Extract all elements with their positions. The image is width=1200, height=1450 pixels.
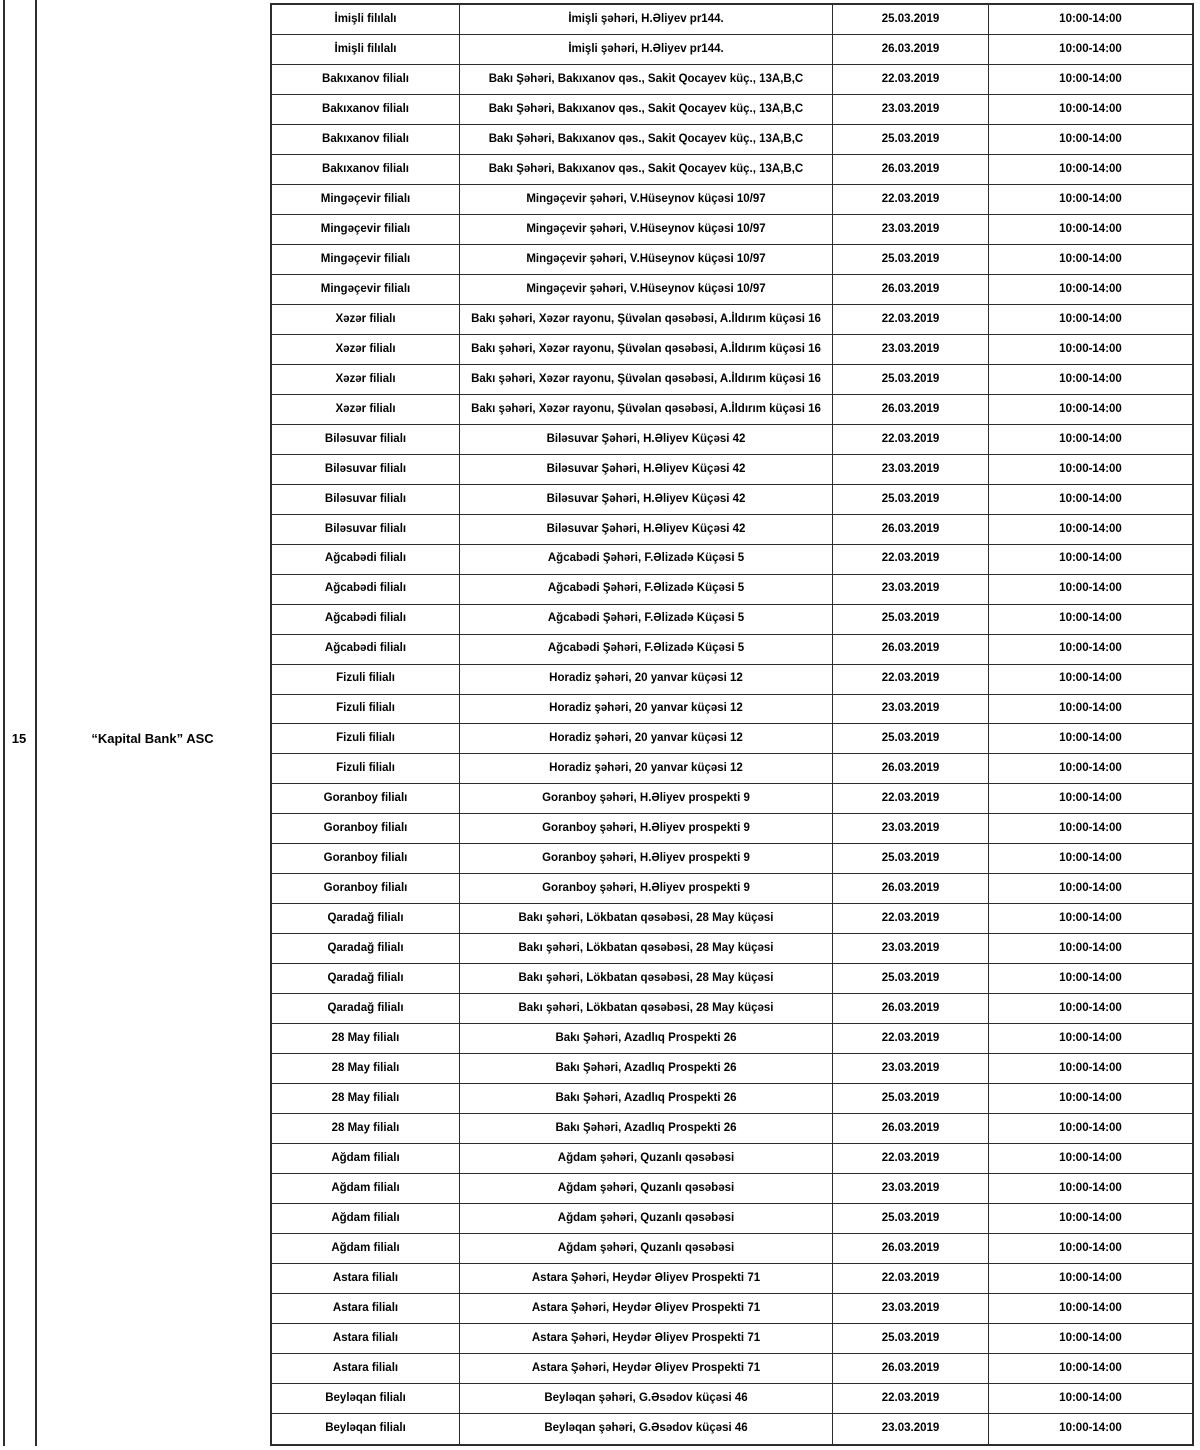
branch-name-cell: İmişli filılalı	[272, 5, 460, 34]
branch-address-cell: Biləsuvar Şəhəri, H.Əliyev Küçəsi 42	[460, 485, 833, 514]
branch-name-cell: Ağcabədi filialı	[272, 605, 460, 634]
branch-address-cell: İmişli şəhəri, H.Əliyev pr144.	[460, 35, 833, 64]
branch-address-cell: Bakı şəhəri, Lökbatan qəsəbəsi, 28 May küçəsi	[460, 994, 833, 1023]
table-row	[272, 695, 1192, 725]
branch-name-cell: Astara filialı	[272, 1324, 460, 1353]
visit-time-cell: 10:00-14:00	[1059, 852, 1122, 865]
branch-name-cell: Bakıxanov filialı	[272, 95, 460, 124]
branch-address-cell: Bakı şəhəri, Lökbatan qəsəbəsi, 28 May küçəsi	[460, 934, 833, 963]
branch-name-cell: Biləsuvar filialı	[272, 455, 460, 484]
visit-date-cell: 26.03.2019	[833, 155, 989, 184]
table-row	[272, 185, 1192, 215]
branch-name-cell: 28 May filialı	[272, 1084, 460, 1113]
table-row	[272, 425, 1192, 455]
visit-time-cell: 10:00-14:00	[1059, 372, 1122, 385]
visit-date-cell: 22.03.2019	[833, 545, 989, 574]
visit-date-cell: 25.03.2019	[833, 1204, 989, 1233]
visit-date-cell: 26.03.2019	[833, 635, 989, 664]
table-row	[272, 575, 1192, 605]
branch-address-cell: Goranboy şəhəri, H.Əliyev prospekti 9	[460, 874, 833, 903]
visit-date-cell: 23.03.2019	[833, 1174, 989, 1203]
branch-address-cell: Bakı Şəhəri, Azadlıq Prospekti 26	[460, 1024, 833, 1053]
visit-time-cell: 10:00-14:00	[1059, 72, 1122, 85]
visit-time-cell: 10:00-14:00	[1059, 282, 1122, 295]
table-row	[272, 215, 1192, 245]
table-row	[272, 335, 1192, 365]
table-row	[272, 1174, 1192, 1204]
visit-time-cell: 10:00-14:00	[1059, 1152, 1122, 1165]
table-row	[272, 874, 1192, 904]
visit-date-cell: 25.03.2019	[833, 245, 989, 274]
visit-date-cell: 25.03.2019	[833, 1084, 989, 1113]
branch-address-cell: Biləsuvar Şəhəri, H.Əliyev Küçəsi 42	[460, 455, 833, 484]
visit-date-cell: 23.03.2019	[833, 1414, 989, 1444]
visit-date-cell: 26.03.2019	[833, 1114, 989, 1143]
visit-time-cell: 10:00-14:00	[1059, 222, 1122, 235]
visit-time-cell: 10:00-14:00	[1059, 432, 1122, 445]
branch-address-cell: Bakı Şəhəri, Bakıxanov qəs., Sakit Qocayev küç., 13A,B,C	[460, 125, 833, 154]
branch-name-cell: 28 May filialı	[272, 1114, 460, 1143]
visit-time-cell: 10:00-14:00	[1059, 942, 1122, 955]
branch-name-cell: Beyləqan filialı	[272, 1414, 460, 1444]
table-row	[272, 365, 1192, 395]
table-row	[272, 305, 1192, 335]
visit-date-cell: 23.03.2019	[833, 335, 989, 364]
visit-date-cell: 22.03.2019	[833, 1264, 989, 1293]
table-row	[272, 35, 1192, 65]
branch-name-cell: Beyləqan filialı	[272, 1384, 460, 1413]
branch-address-cell: Bakı Şəhəri, Bakıxanov qəs., Sakit Qocayev küç., 13A,B,C	[460, 65, 833, 94]
visit-date-cell: 22.03.2019	[833, 1144, 989, 1173]
table-row	[272, 1264, 1192, 1294]
visit-time-cell: 10:00-14:00	[1059, 1422, 1122, 1435]
organization-name-cell	[35, 0, 270, 1450]
branch-name-cell: Mingəçevir filialı	[272, 245, 460, 274]
visit-time-cell: 10:00-14:00	[1059, 402, 1122, 415]
table-row	[272, 95, 1192, 125]
table-row	[272, 1414, 1192, 1444]
visit-date-cell: 23.03.2019	[833, 1054, 989, 1083]
branch-address-cell: Ağdam şəhəri, Quzanlı qəsəbəsi	[460, 1234, 833, 1263]
branch-address-cell: Horadiz şəhəri, 20 yanvar küçəsi 12	[460, 695, 833, 724]
branch-name-cell: 28 May filialı	[272, 1024, 460, 1053]
branch-name-cell: Astara filialı	[272, 1294, 460, 1323]
branch-address-cell: Bakı şəhəri, Xəzər rayonu, Şüvəlan qəsəbəsi, A.İldırım küçəsi 16	[460, 395, 833, 424]
visit-date-cell: 22.03.2019	[833, 904, 989, 933]
visit-time-cell: 10:00-14:00	[1059, 1331, 1122, 1344]
table-row	[272, 245, 1192, 275]
visit-date-cell: 25.03.2019	[833, 605, 989, 634]
visit-time-cell: 10:00-14:00	[1059, 762, 1122, 775]
branch-name-cell: Astara filialı	[272, 1354, 460, 1383]
branch-name-cell: Qaradağ filialı	[272, 964, 460, 993]
branch-schedule-table	[270, 3, 1194, 1446]
table-row	[272, 1234, 1192, 1264]
table-row	[272, 5, 1192, 35]
visit-date-cell: 26.03.2019	[833, 1234, 989, 1263]
branch-name-cell: Mingəçevir filialı	[272, 275, 460, 304]
visit-date-cell: 22.03.2019	[833, 1024, 989, 1053]
branch-address-cell: Beyləqan şəhəri, G.Əsədov küçəsi 46	[460, 1414, 833, 1444]
branch-address-cell: Mingəçevir şəhəri, V.Hüseynov küçəsi 10/97	[460, 245, 833, 274]
branch-address-cell: İmişli şəhəri, H.Əliyev pr144.	[460, 5, 833, 34]
table-row	[272, 1054, 1192, 1084]
branch-address-cell: Ağdam şəhəri, Quzanlı qəsəbəsi	[460, 1204, 833, 1233]
branch-name-cell: Qaradağ filialı	[272, 994, 460, 1023]
branch-address-cell: Goranboy şəhəri, H.Əliyev prospekti 9	[460, 814, 833, 843]
branch-name-cell: Fizuli filialı	[272, 695, 460, 724]
branch-address-cell: Ağcabədi Şəhəri, F.Əlizadə Küçəsi 5	[460, 635, 833, 664]
branch-address-cell: Bakı Şəhəri, Azadlıq Prospekti 26	[460, 1084, 833, 1113]
table-row	[272, 844, 1192, 874]
visit-date-cell: 26.03.2019	[833, 515, 989, 544]
branch-address-cell: Mingəçevir şəhəri, V.Hüseynov küçəsi 10/97	[460, 215, 833, 244]
visit-time-cell: 10:00-14:00	[1059, 1212, 1122, 1225]
visit-time-cell: 10:00-14:00	[1059, 972, 1122, 985]
table-row	[272, 605, 1192, 635]
row-number-cell	[3, 0, 35, 1450]
table-row	[272, 1324, 1192, 1354]
visit-time-cell: 10:00-14:00	[1059, 552, 1122, 565]
table-row	[272, 1144, 1192, 1174]
visit-date-cell: 22.03.2019	[833, 665, 989, 694]
visit-date-cell: 26.03.2019	[833, 874, 989, 903]
visit-time-cell: 10:00-14:00	[1059, 1391, 1122, 1404]
branch-name-cell: Ağcabədi filialı	[272, 635, 460, 664]
branch-address-cell: Bakı Şəhəri, Bakıxanov qəs., Sakit Qocayev küç., 13A,B,C	[460, 155, 833, 184]
visit-date-cell: 25.03.2019	[833, 125, 989, 154]
table-row	[272, 455, 1192, 485]
table-row	[272, 155, 1192, 185]
branch-name-cell: Ağdam filialı	[272, 1234, 460, 1263]
visit-time-cell: 10:00-14:00	[1059, 612, 1122, 625]
branch-name-cell: Ağdam filialı	[272, 1174, 460, 1203]
branch-name-cell: Biləsuvar filialı	[272, 425, 460, 454]
branch-address-cell: Bakı Şəhəri, Azadlıq Prospekti 26	[460, 1114, 833, 1143]
table-row	[272, 1114, 1192, 1144]
visit-date-cell: 23.03.2019	[833, 814, 989, 843]
table-row	[272, 964, 1192, 994]
visit-time-cell: 10:00-14:00	[1059, 312, 1122, 325]
branch-name-cell: Xəzər filialı	[272, 365, 460, 394]
branch-name-cell: Xəzər filialı	[272, 395, 460, 424]
visit-time-cell: 10:00-14:00	[1059, 1062, 1122, 1075]
visit-date-cell: 25.03.2019	[833, 844, 989, 873]
branch-address-cell: Beyləqan şəhəri, G.Əsədov küçəsi 46	[460, 1384, 833, 1413]
branch-address-cell: Astara Şəhəri, Heydər Əliyev Prospekti 71	[460, 1354, 833, 1383]
visit-date-cell: 26.03.2019	[833, 35, 989, 64]
table-row	[272, 814, 1192, 844]
table-row	[272, 1204, 1192, 1234]
table-row	[272, 1384, 1192, 1414]
visit-time-cell: 10:00-14:00	[1059, 102, 1122, 115]
visit-date-cell: 22.03.2019	[833, 305, 989, 334]
branch-name-cell: Fizuli filialı	[272, 754, 460, 783]
branch-name-cell: Fizuli filialı	[272, 724, 460, 753]
visit-date-cell: 22.03.2019	[833, 65, 989, 94]
visit-date-cell: 23.03.2019	[833, 1294, 989, 1323]
visit-time-cell: 10:00-14:00	[1059, 492, 1122, 505]
visit-time-cell: 10:00-14:00	[1059, 822, 1122, 835]
row-number: 15	[11, 730, 27, 746]
branch-name-cell: Qaradağ filialı	[272, 904, 460, 933]
visit-time-cell: 10:00-14:00	[1059, 1122, 1122, 1135]
branch-name-cell: Ağdam filialı	[272, 1144, 460, 1173]
visit-time-cell: 10:00-14:00	[1059, 252, 1122, 265]
table-row	[272, 635, 1192, 665]
visit-date-cell: 26.03.2019	[833, 754, 989, 783]
table-row	[272, 665, 1192, 695]
visit-date-cell: 26.03.2019	[833, 1354, 989, 1383]
branch-name-cell: Mingəçevir filialı	[272, 215, 460, 244]
branch-address-cell: Horadiz şəhəri, 20 yanvar küçəsi 12	[460, 665, 833, 694]
table-row	[272, 724, 1192, 754]
branch-address-cell: Horadiz şəhəri, 20 yanvar küçəsi 12	[460, 724, 833, 753]
branch-name-cell: Xəzər filialı	[272, 335, 460, 364]
branch-address-cell: Bakı şəhəri, Xəzər rayonu, Şüvəlan qəsəbəsi, A.İldırım küçəsi 16	[460, 335, 833, 364]
branch-address-cell: Mingəçevir şəhəri, V.Hüseynov küçəsi 10/97	[460, 275, 833, 304]
visit-date-cell: 26.03.2019	[833, 395, 989, 424]
visit-date-cell: 23.03.2019	[833, 455, 989, 484]
visit-date-cell: 25.03.2019	[833, 724, 989, 753]
branch-address-cell: Ağdam şəhəri, Quzanlı qəsəbəsi	[460, 1174, 833, 1203]
visit-time-cell: 10:00-14:00	[1059, 192, 1122, 205]
table-row	[272, 1084, 1192, 1114]
visit-date-cell: 25.03.2019	[833, 964, 989, 993]
branch-address-cell: Bakı şəhəri, Lökbatan qəsəbəsi, 28 May küçəsi	[460, 904, 833, 933]
visit-time-cell: 10:00-14:00	[1059, 1242, 1122, 1255]
visit-time-cell: 10:00-14:00	[1059, 462, 1122, 475]
visit-time-cell: 10:00-14:00	[1059, 42, 1122, 55]
branch-address-cell: Mingəçevir şəhəri, V.Hüseynov küçəsi 10/97	[460, 185, 833, 214]
table-row	[272, 784, 1192, 814]
organization-name: “Kapital Bank” ASC	[91, 730, 214, 746]
branch-name-cell: 28 May filialı	[272, 1054, 460, 1083]
visit-time-cell: 10:00-14:00	[1059, 582, 1122, 595]
visit-time-cell: 10:00-14:00	[1059, 1361, 1122, 1374]
branch-name-cell: Goranboy filialı	[272, 844, 460, 873]
table-row	[272, 754, 1192, 784]
visit-date-cell: 22.03.2019	[833, 784, 989, 813]
branch-address-cell: Astara Şəhəri, Heydər Əliyev Prospekti 71	[460, 1324, 833, 1353]
visit-date-cell: 23.03.2019	[833, 95, 989, 124]
visit-time-cell: 10:00-14:00	[1059, 702, 1122, 715]
branch-address-cell: Astara Şəhəri, Heydər Əliyev Prospekti 71	[460, 1264, 833, 1293]
visit-date-cell: 23.03.2019	[833, 215, 989, 244]
branch-address-cell: Horadiz şəhəri, 20 yanvar küçəsi 12	[460, 754, 833, 783]
visit-time-cell: 10:00-14:00	[1059, 1002, 1122, 1015]
branch-name-cell: Mingəçevir filialı	[272, 185, 460, 214]
branch-name-cell: Biləsuvar filialı	[272, 515, 460, 544]
branch-name-cell: Biləsuvar filialı	[272, 485, 460, 514]
visit-time-cell: 10:00-14:00	[1059, 1182, 1122, 1195]
branch-address-cell: Astara Şəhəri, Heydər Əliyev Prospekti 71	[460, 1294, 833, 1323]
table-row	[272, 515, 1192, 545]
branch-address-cell: Ağcabədi Şəhəri, F.Əlizadə Küçəsi 5	[460, 605, 833, 634]
branch-address-cell: Biləsuvar Şəhəri, H.Əliyev Küçəsi 42	[460, 515, 833, 544]
visit-date-cell: 23.03.2019	[833, 575, 989, 604]
visit-date-cell: 26.03.2019	[833, 275, 989, 304]
table-row	[272, 545, 1192, 575]
table-row	[272, 125, 1192, 155]
visit-date-cell: 22.03.2019	[833, 185, 989, 214]
visit-date-cell: 25.03.2019	[833, 1324, 989, 1353]
branch-name-cell: Ağcabədi filialı	[272, 545, 460, 574]
visit-date-cell: 22.03.2019	[833, 425, 989, 454]
branch-address-cell: Bakı şəhəri, Lökbatan qəsəbəsi, 28 May küçəsi	[460, 964, 833, 993]
table-row	[272, 994, 1192, 1024]
branch-name-cell: Qaradağ filialı	[272, 934, 460, 963]
branch-address-cell: Bakı Şəhəri, Azadlıq Prospekti 26	[460, 1054, 833, 1083]
table-row	[272, 934, 1192, 964]
branch-address-cell: Ağdam şəhəri, Quzanlı qəsəbəsi	[460, 1144, 833, 1173]
branch-address-cell: Ağcabədi Şəhəri, F.Əlizadə Küçəsi 5	[460, 545, 833, 574]
branch-name-cell: Bakıxanov filialı	[272, 65, 460, 94]
table-row	[272, 485, 1192, 515]
visit-time-cell: 10:00-14:00	[1059, 12, 1122, 25]
branch-name-cell: Goranboy filialı	[272, 814, 460, 843]
visit-date-cell: 25.03.2019	[833, 485, 989, 514]
table-row	[272, 65, 1192, 95]
visit-time-cell: 10:00-14:00	[1059, 912, 1122, 925]
visit-time-cell: 10:00-14:00	[1059, 642, 1122, 655]
visit-time-cell: 10:00-14:00	[1059, 672, 1122, 685]
visit-time-cell: 10:00-14:00	[1059, 1092, 1122, 1105]
branch-address-cell: Bakı şəhəri, Xəzər rayonu, Şüvəlan qəsəbəsi, A.İldırım küçəsi 16	[460, 305, 833, 334]
table-row	[272, 904, 1192, 934]
visit-time-cell: 10:00-14:00	[1059, 522, 1122, 535]
table-row	[272, 1354, 1192, 1384]
branch-name-cell: Astara filialı	[272, 1264, 460, 1293]
branch-name-cell: Goranboy filialı	[272, 784, 460, 813]
visit-time-cell: 10:00-14:00	[1059, 732, 1122, 745]
visit-date-cell: 23.03.2019	[833, 695, 989, 724]
visit-date-cell: 23.03.2019	[833, 934, 989, 963]
visit-date-cell: 26.03.2019	[833, 994, 989, 1023]
branch-address-cell: Ağcabədi Şəhəri, F.Əlizadə Küçəsi 5	[460, 575, 833, 604]
branch-name-cell: Bakıxanov filialı	[272, 125, 460, 154]
branch-address-cell: Biləsuvar Şəhəri, H.Əliyev Küçəsi 42	[460, 425, 833, 454]
branch-name-cell: Goranboy filialı	[272, 874, 460, 903]
visit-date-cell: 22.03.2019	[833, 1384, 989, 1413]
branch-address-cell: Goranboy şəhəri, H.Əliyev prospekti 9	[460, 784, 833, 813]
visit-time-cell: 10:00-14:00	[1059, 1271, 1122, 1284]
visit-date-cell: 25.03.2019	[833, 365, 989, 394]
branch-name-cell: Ağcabədi filialı	[272, 575, 460, 604]
visit-time-cell: 10:00-14:00	[1059, 1301, 1122, 1314]
visit-time-cell: 10:00-14:00	[1059, 342, 1122, 355]
branch-address-cell: Bakı şəhəri, Xəzər rayonu, Şüvəlan qəsəbəsi, A.İldırım küçəsi 16	[460, 365, 833, 394]
visit-time-cell: 10:00-14:00	[1059, 132, 1122, 145]
branch-name-cell: İmişli filılalı	[272, 35, 460, 64]
table-row	[272, 1294, 1192, 1324]
branch-address-cell: Goranboy şəhəri, H.Əliyev prospekti 9	[460, 844, 833, 873]
table-row	[272, 395, 1192, 425]
table-row	[272, 1024, 1192, 1054]
branch-name-cell: Ağdam filialı	[272, 1204, 460, 1233]
visit-time-cell: 10:00-14:00	[1059, 882, 1122, 895]
branch-name-cell: Xəzər filialı	[272, 305, 460, 334]
branch-name-cell: Bakıxanov filialı	[272, 155, 460, 184]
branch-address-cell: Bakı Şəhəri, Bakıxanov qəs., Sakit Qocayev küç., 13A,B,C	[460, 95, 833, 124]
branch-name-cell: Fizuli filialı	[272, 665, 460, 694]
visit-time-cell: 10:00-14:00	[1059, 162, 1122, 175]
visit-date-cell: 25.03.2019	[833, 5, 989, 34]
table-row	[272, 275, 1192, 305]
visit-time-cell: 10:00-14:00	[1059, 792, 1122, 805]
visit-time-cell: 10:00-14:00	[1059, 1032, 1122, 1045]
